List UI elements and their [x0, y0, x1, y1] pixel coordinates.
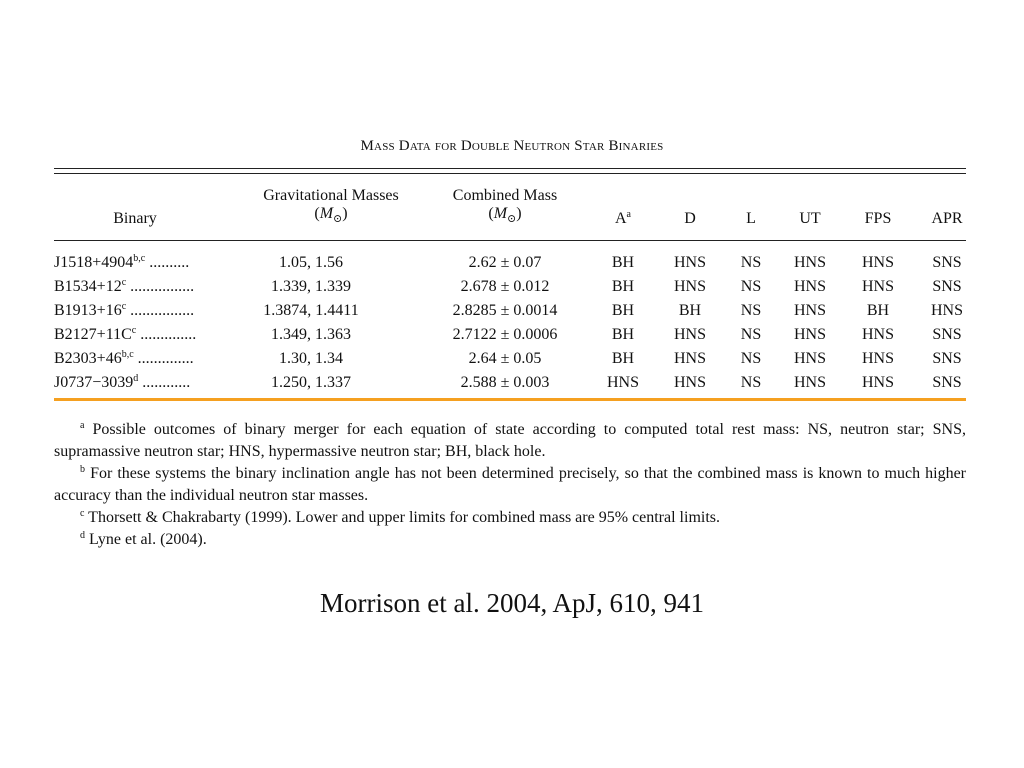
- table-cell-grav: 1.05, 1.56: [279, 254, 343, 271]
- table-cell-grav: 1.349, 1.363: [271, 326, 351, 343]
- table-cell-l: NS: [740, 374, 762, 391]
- table-cell-apr: SNS: [932, 350, 962, 367]
- table-cell-d: HNS: [673, 326, 706, 343]
- header-l: L: [746, 210, 756, 227]
- header-grav-line2: $(M_⊙)$: [314, 205, 348, 226]
- header-fps: FPS: [864, 210, 892, 227]
- table-cell-comb: 2.8285 ± 0.0014: [452, 302, 558, 319]
- header-grav-masses: [236, 187, 426, 228]
- table-cell-apr: SNS: [932, 326, 962, 343]
- table-top-rule-double: [54, 173, 966, 174]
- table-cell-a: BH: [611, 302, 635, 319]
- header-d: D: [684, 210, 696, 227]
- table-cell-apr: HNS: [930, 302, 963, 319]
- table-cell-l: NS: [740, 278, 762, 295]
- footnote-b: $^b$ For these systems the binary inclination angle has not been determined precisely, so that the combined mass is known to much higher accuracy than the individual neutron star masses.: [54, 464, 967, 504]
- table-cell-d: HNS: [673, 350, 706, 367]
- table-cell-d: HNS: [673, 278, 706, 295]
- table-cell-ut: HNS: [793, 374, 826, 391]
- table-cell-binary: $B2127+11C^c$ ..............: [54, 325, 197, 343]
- footnote-d: $^d$ Lyne et al. (2004).: [80, 530, 207, 548]
- table-cell-comb: 2.64 ± 0.05: [468, 350, 542, 367]
- table-cell-ut: HNS: [793, 350, 826, 367]
- table-cell-fps: HNS: [861, 350, 894, 367]
- table-cell-fps: HNS: [861, 374, 894, 391]
- table-cell-grav: 1.3874, 1.4411: [263, 302, 359, 319]
- table-cell-binary: $B1913+16^c$ ................: [54, 301, 195, 319]
- header-bottom-rule: [54, 240, 966, 241]
- header-a: $A^a$: [614, 209, 631, 227]
- citation: Morrison et al. 2004, ApJ, 610, 941: [320, 588, 704, 618]
- table-cell-ut: HNS: [793, 326, 826, 343]
- table-cell-comb: 2.588 ± 0.003: [460, 374, 550, 391]
- table-cell-comb: 2.7122 ± 0.0006: [452, 326, 558, 343]
- table-cell-grav: 1.339, 1.339: [271, 278, 351, 295]
- header-comb-line1: Combined Mass: [452, 187, 558, 204]
- table-footnotes: [54, 419, 966, 551]
- table-cell-l: NS: [740, 302, 762, 319]
- table-cell-grav: 1.250, 1.337: [271, 374, 351, 391]
- table-bottom-accent-rule: [54, 398, 966, 401]
- table-cell-a: BH: [611, 326, 635, 343]
- table-cell-a: BH: [611, 350, 635, 367]
- table-cell-binary: $B1534+12^c$ ................: [54, 277, 195, 295]
- header-grav-line1: Gravitational Masses: [263, 187, 399, 204]
- table-cell-fps: HNS: [861, 326, 894, 343]
- table-cell-l: NS: [740, 254, 762, 271]
- table-cell-a: HNS: [606, 374, 639, 391]
- table-cell-binary: $B2303+46^{b,c}$ ..............: [54, 349, 194, 367]
- table-cell-d: HNS: [673, 254, 706, 271]
- table-cell-l: NS: [740, 350, 762, 367]
- header-ut: UT: [799, 210, 821, 227]
- header-comb-line2: $(M_⊙)$: [488, 205, 522, 226]
- table-cell-a: BH: [611, 278, 635, 295]
- table-cell-d: HNS: [673, 374, 706, 391]
- table-top-rule: [54, 168, 966, 169]
- table-cell-apr: SNS: [932, 374, 962, 391]
- table-cell-fps: BH: [866, 302, 890, 319]
- table-cell-grav: 1.30, 1.34: [279, 350, 343, 367]
- table-cell-l: NS: [740, 326, 762, 343]
- table-cell-a: BH: [611, 254, 635, 271]
- table-cell-fps: HNS: [861, 278, 894, 295]
- header-binary: Binary: [113, 210, 157, 227]
- footnote-a: $^a$ Possible outcomes of binary merger for each equation of state according to computed total rest mass: NS, neutron star; SNS, supramassive neutron star; HNS, hypermassive neutron star; BH, black hole.: [54, 420, 966, 460]
- table-title: Mass Data for Double Neutron Star Binaries: [360, 138, 664, 154]
- table-cell-binary: $J0737-3039^d$ ............: [54, 373, 191, 391]
- table-cell-ut: HNS: [793, 254, 826, 271]
- header-apr: APR: [931, 210, 963, 227]
- table-cell-ut: HNS: [793, 302, 826, 319]
- table-cell-d: BH: [678, 302, 702, 319]
- table-cell-ut: HNS: [793, 278, 826, 295]
- table-cell-comb: 2.62 ± 0.07: [468, 254, 542, 271]
- table-cell-fps: HNS: [861, 254, 894, 271]
- table-cell-apr: SNS: [932, 254, 962, 271]
- table-cell-binary: $J1518+4904^{b,c}$ ..........: [54, 253, 190, 271]
- header-combined-mass: [430, 187, 580, 228]
- table-cell-comb: 2.678 ± 0.012: [460, 278, 550, 295]
- footnote-c: $^c$ Thorsett & Chakrabarty (1999). Lower and upper limits for combined mass are 95% central limits.: [80, 508, 720, 526]
- table-cell-apr: SNS: [932, 278, 962, 295]
